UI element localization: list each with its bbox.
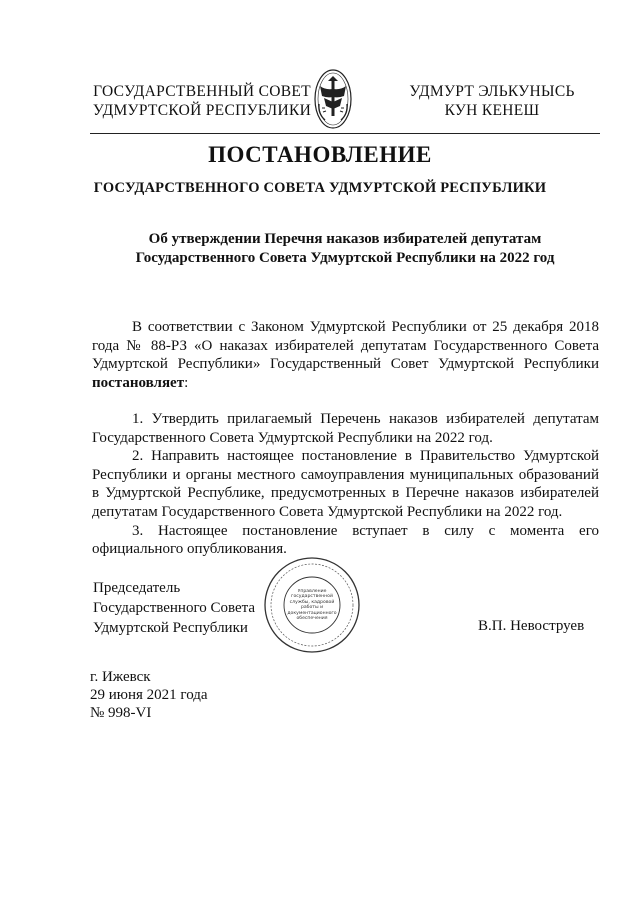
header-left-block <box>92 82 312 120</box>
resolution-points <box>92 410 599 559</box>
official-seal-icon <box>262 555 362 655</box>
document-number: № 998-VI <box>90 705 152 721</box>
preamble-paragraph <box>92 318 599 392</box>
preamble-bold-word: постановляет <box>92 374 185 391</box>
udmurt-coat-of-arms-icon <box>313 68 353 130</box>
header-divider <box>90 133 600 134</box>
header-left-line1: ГОСУДАРСТВЕННЫЙ СОВЕТ <box>93 83 311 100</box>
document-subject <box>100 230 590 268</box>
preamble-tail: : <box>184 374 189 391</box>
header-left-line2: УДМУРТСКОЙ РЕСПУБЛИКИ <box>92 102 312 119</box>
document-subtitle: ГОСУДАРСТВЕННОГО СОВЕТА УДМУРТСКОЙ РЕСПУБЛИКИ <box>93 180 547 196</box>
signature-line2: Государственного Совета <box>93 600 256 616</box>
document-title: ПОСТАНОВЛЕНИЕ <box>208 142 432 167</box>
header-right-block <box>392 82 592 120</box>
header-right-line2: КУН КЕНЕШ <box>444 102 540 119</box>
point-item: 3. Настоящее постановление вступает в силу с момента его официального опубликования. <box>92 522 599 558</box>
subject-line2: Государственного Совета Удмуртской Республики на 2022 год <box>135 250 555 266</box>
header-right-line1: УДМУРТ ЭЛЬКУНЫСЬ <box>409 83 575 100</box>
signature-line1: Председатель <box>93 580 181 596</box>
date: 29 июня 2021 года <box>90 687 208 703</box>
seal-inner-text: Управление государственной службы, кадровой работы и документационного обеспечения <box>287 589 337 622</box>
point-item: 1. Утвердить прилагаемый Перечень наказов избирателей депутатам Государственного Совета Удмуртской Республики на 2022 год. <box>92 411 599 446</box>
signer-name: В.П. Невоструев <box>478 618 585 634</box>
signature-block <box>93 578 255 638</box>
preamble-text: В соответствии с Законом Удмуртской Республики от 25 декабря 2018 года № 88-РЗ «О наказах избирателей депутатам Государственного Совета Удмуртской Республики» Государственный Совет Удмуртской Республики <box>92 319 599 373</box>
place-date-block <box>90 668 208 722</box>
subject-line1: Об утверждении Перечня наказов избирателей депутатам <box>148 231 542 247</box>
point-item: 2. Направить настоящее постановление в Правительство Удмуртской Республики и органы местного самоуправления муниципальных образований в Удмуртской Республике, предусмотренных в Перечне наказов избирателей депутатам Государственного Совета Удмуртской Республики на 2022 год. <box>92 448 599 520</box>
city: г. Ижевск <box>90 669 151 685</box>
signature-line3: Удмуртской Республики <box>93 620 248 636</box>
